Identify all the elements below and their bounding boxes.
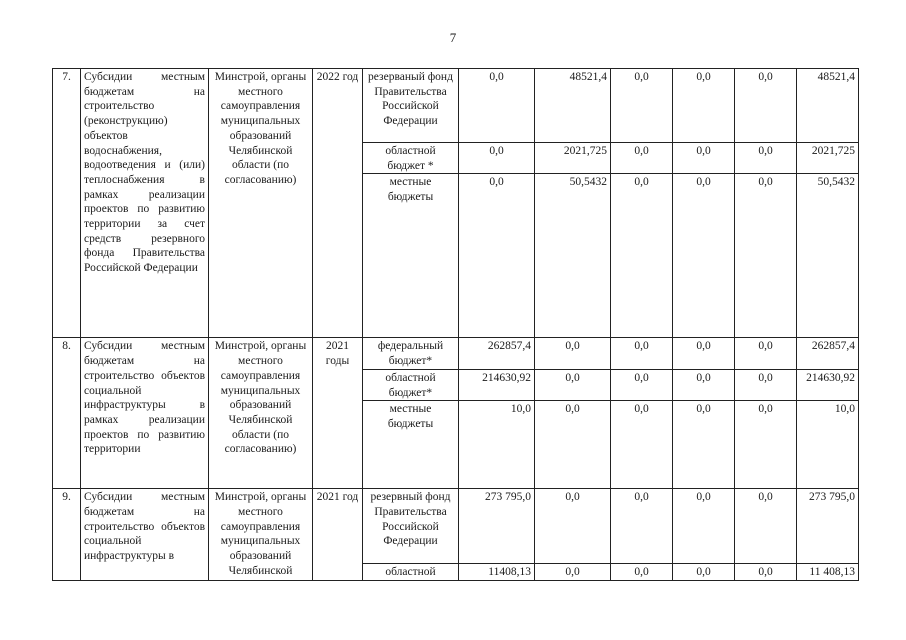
funding-source: местные бюджеты <box>363 174 459 338</box>
total-cell: 262857,4 <box>797 338 859 369</box>
funding-source: местные бюджеты <box>363 401 459 489</box>
value-cell: 0,0 <box>535 401 611 489</box>
value-cell: 0,0 <box>459 143 535 174</box>
measure-name: Субсидии местным бюджетам на строительство объектов социальной инфраструктуры в <box>81 489 209 581</box>
executor: Минстрой, органы местного самоуправления муниципальных образований Челябинской области (по согласованию) <box>209 338 313 489</box>
year: 2021 год <box>313 489 363 581</box>
value-cell: 0,0 <box>673 489 735 564</box>
executor: Минстрой, органы местного самоуправления муниципальных образований Челябинской <box>209 489 313 581</box>
total-cell: 50,5432 <box>797 174 859 338</box>
value-cell: 0,0 <box>735 401 797 489</box>
value-cell: 0,0 <box>459 69 535 143</box>
value-cell: 0,0 <box>673 564 735 581</box>
funding-source: резервный фонд Правительства Российской Федерации <box>363 489 459 564</box>
value-cell: 0,0 <box>535 369 611 400</box>
value-cell: 214630,92 <box>459 369 535 400</box>
measure-name: Субсидии местным бюджетам на строительство объектов социальной инфраструктуры в рамках реализации проектов по развитию территории <box>81 338 209 489</box>
total-cell: 11 408,13 <box>797 564 859 581</box>
funding-source: областной бюджет * <box>363 143 459 174</box>
value-cell: 0,0 <box>611 401 673 489</box>
value-cell: 262857,4 <box>459 338 535 369</box>
value-cell: 0,0 <box>735 489 797 564</box>
value-cell: 0,0 <box>611 489 673 564</box>
value-cell: 0,0 <box>673 369 735 400</box>
total-cell: 48521,4 <box>797 69 859 143</box>
value-cell: 0,0 <box>673 69 735 143</box>
total-cell: 273 795,0 <box>797 489 859 564</box>
funding-source: федеральный бюджет* <box>363 338 459 369</box>
value-cell: 2021,725 <box>535 143 611 174</box>
table-row <box>53 69 859 143</box>
value-cell: 0,0 <box>673 143 735 174</box>
value-cell: 11408,13 <box>459 564 535 581</box>
value-cell: 0,0 <box>535 489 611 564</box>
value-cell: 0,0 <box>673 401 735 489</box>
year: 2022 год <box>313 69 363 338</box>
value-cell: 48521,4 <box>535 69 611 143</box>
value-cell: 0,0 <box>611 564 673 581</box>
measure-name: Субсидии местным бюджетам на строительство (реконструкцию) объектов водоснабжения, водоотведения и (или) теплоснабжения в рамках реализации проектов по развитию территории за счет средств резервного фонда Правительства Российской Федерации <box>81 69 209 338</box>
value-cell: 0,0 <box>673 338 735 369</box>
value-cell: 0,0 <box>459 174 535 338</box>
year: 2021 годы <box>313 338 363 489</box>
value-cell: 0,0 <box>735 69 797 143</box>
page-number: 7 <box>449 30 457 45</box>
value-cell: 0,0 <box>735 174 797 338</box>
value-cell: 0,0 <box>735 564 797 581</box>
value-cell: 0,0 <box>611 69 673 143</box>
value-cell: 0,0 <box>611 174 673 338</box>
row-number: 7. <box>53 69 81 338</box>
value-cell: 0,0 <box>611 369 673 400</box>
value-cell: 0,0 <box>735 338 797 369</box>
table-row <box>53 489 859 564</box>
value-cell: 0,0 <box>735 143 797 174</box>
value-cell: 0,0 <box>735 369 797 400</box>
value-cell: 0,0 <box>611 338 673 369</box>
funding-source: областной бюджет* <box>363 369 459 400</box>
funding-source: резерваный фонд Правительства Российской Федерации <box>363 69 459 143</box>
total-cell: 10,0 <box>797 401 859 489</box>
value-cell: 273 795,0 <box>459 489 535 564</box>
value-cell: 0,0 <box>673 174 735 338</box>
value-cell: 10,0 <box>459 401 535 489</box>
funding-source: областной <box>363 564 459 581</box>
row-number: 9. <box>53 489 81 581</box>
row-number: 8. <box>53 338 81 489</box>
value-cell: 0,0 <box>535 338 611 369</box>
value-cell: 50,5432 <box>535 174 611 338</box>
value-cell: 0,0 <box>611 143 673 174</box>
total-cell: 214630,92 <box>797 369 859 400</box>
total-cell: 2021,725 <box>797 143 859 174</box>
budget-table <box>52 68 859 581</box>
executor: Минстрой, органы местного самоуправления муниципальных образований Челябинской области (по согласованию) <box>209 69 313 338</box>
value-cell: 0,0 <box>535 564 611 581</box>
table-row <box>53 338 859 369</box>
